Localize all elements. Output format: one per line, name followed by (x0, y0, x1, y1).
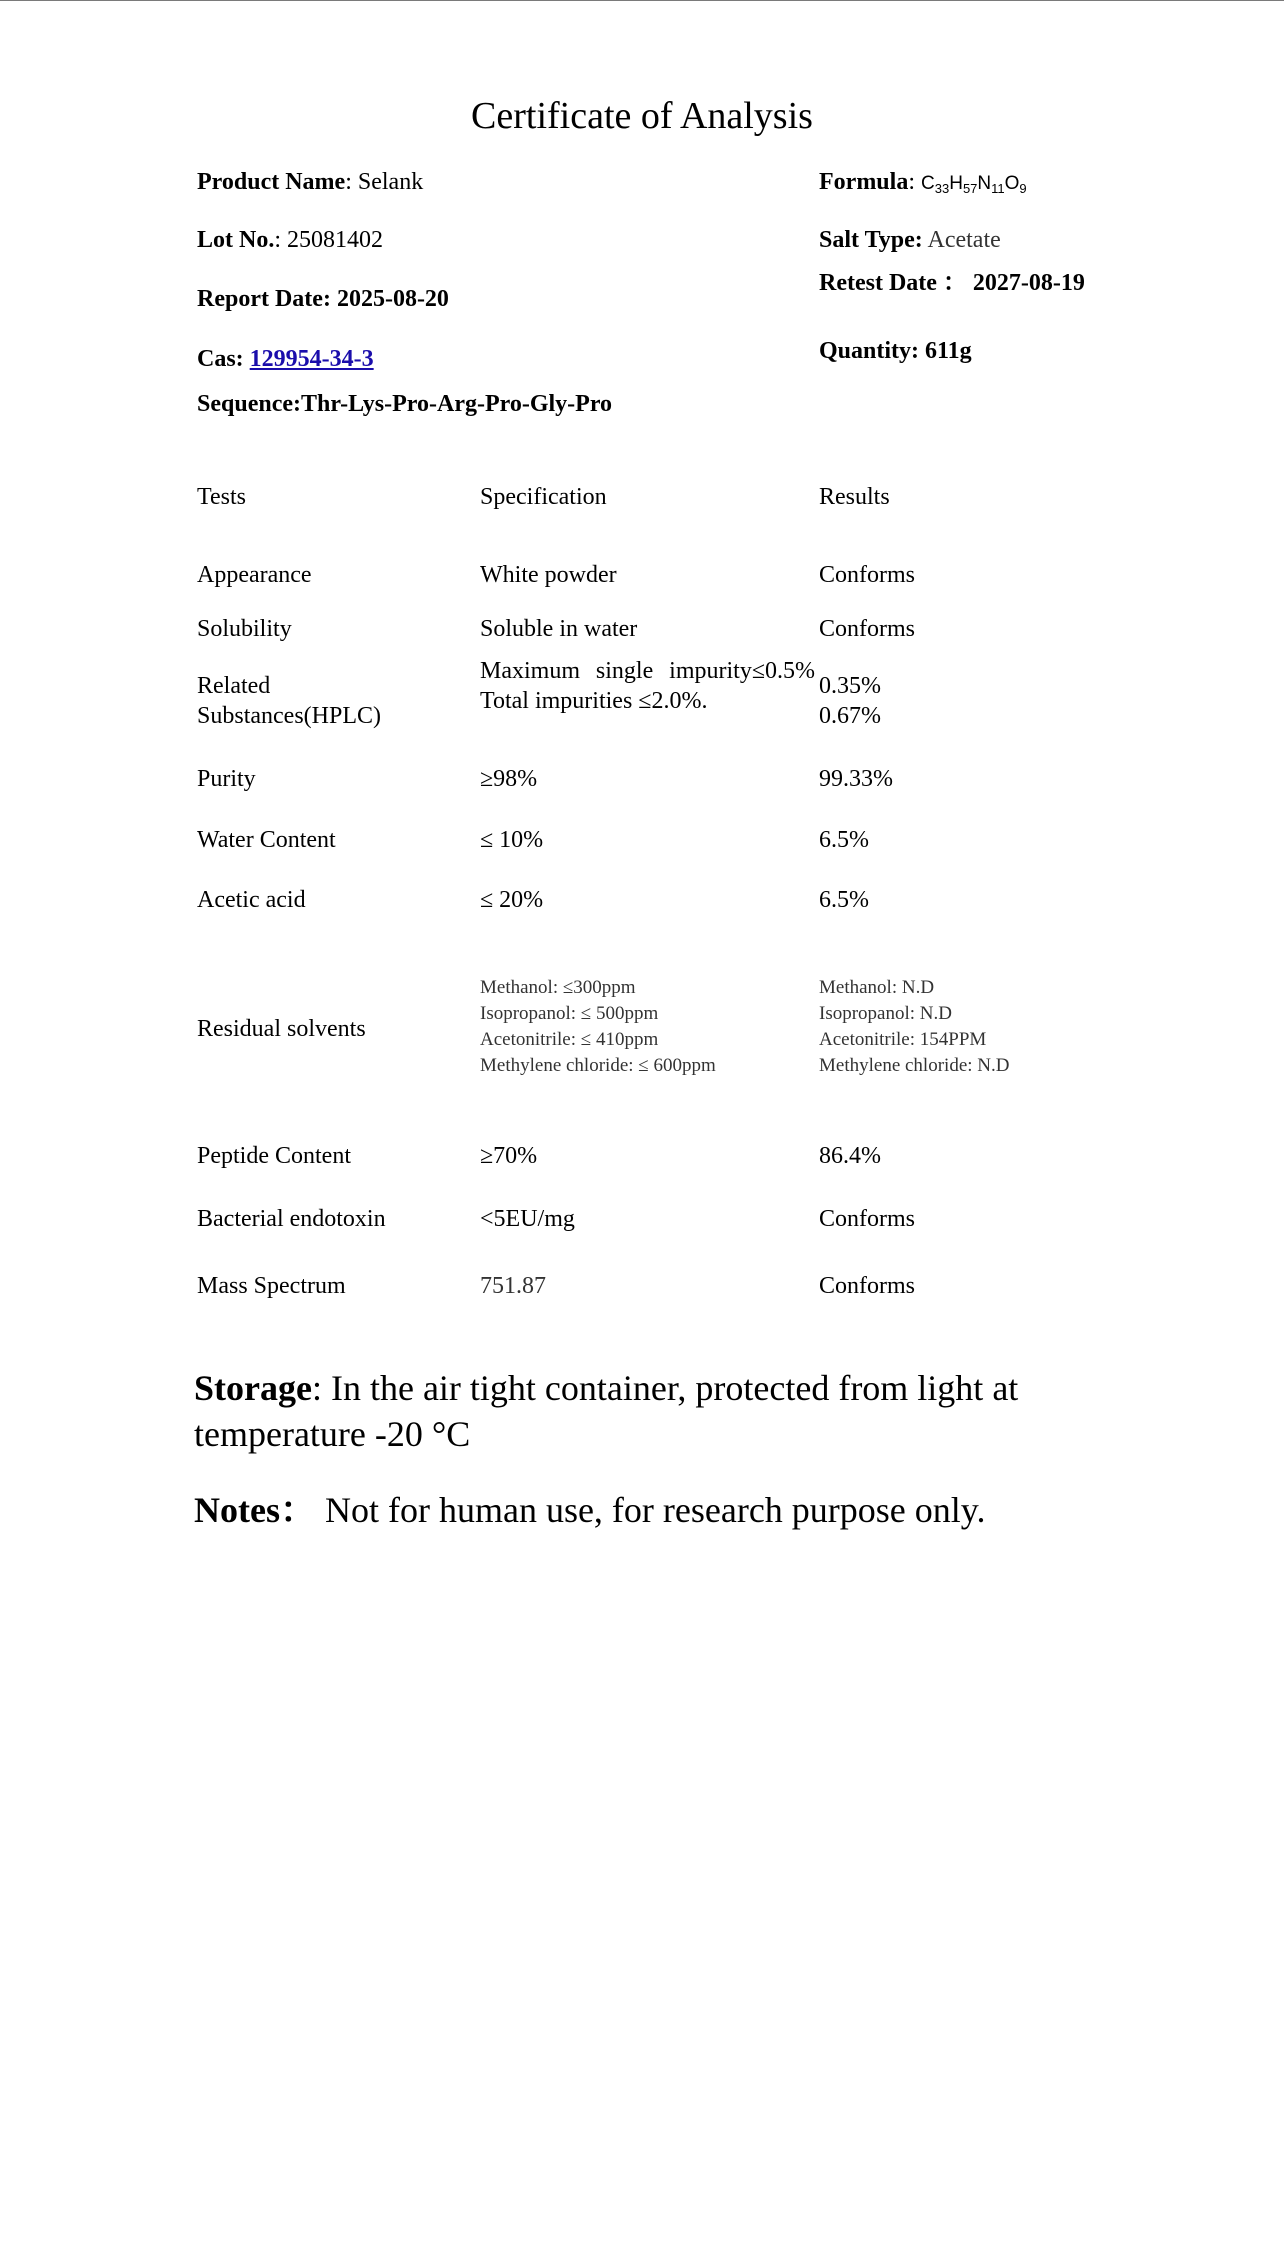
row-residual-spec (480, 975, 716, 1079)
row-related-spec-line2: Total impurities ≤2.0%. (480, 688, 708, 714)
residual-spec-acetonitrile: Acetonitrile: ≤ 410ppm (480, 1029, 659, 1050)
row-acetic-result: 6.5% (819, 887, 869, 913)
residual-result-methylene-chloride: Methylene chloride: N.D (819, 1055, 1010, 1076)
row-residual-result (819, 975, 1009, 1079)
residual-result-methanol: Methanol: N.D (819, 977, 935, 998)
cas-field (197, 344, 374, 374)
formula-field: Formula: $C_{33}H_{57}N_{11}O_9$ (819, 169, 1027, 196)
row-mass-result: Conforms (819, 1273, 915, 1299)
notes (194, 1487, 985, 1533)
row-appearance-test: Appearance (197, 562, 312, 588)
row-related-result-line1: 0.35% (819, 673, 881, 699)
formula-count-c: 33 (934, 181, 950, 196)
residual-spec-methanol: Methanol: ≤300ppm (480, 977, 636, 998)
row-peptide-spec: ≥70% (480, 1143, 538, 1169)
formula-count-h: 57 (962, 181, 978, 196)
row-related-result-line2: 0.67% (819, 703, 881, 729)
row-appearance-spec: White powder (480, 562, 617, 588)
storage-note (194, 1365, 1114, 1457)
formula-element-h: H (949, 173, 963, 194)
storage-text: : In the air tight container, protected from light at temperature -20 °C (194, 1368, 1019, 1454)
row-acetic-test: Acetic acid (197, 887, 306, 913)
row-solubility-spec: Soluble in water (480, 616, 638, 642)
row-acetic-spec: ≤ 20% (480, 887, 544, 913)
residual-spec-isopropanol: Isopropanol: ≤ 500ppm (480, 1003, 659, 1024)
salt-type-value: Acetate (927, 227, 1001, 253)
storage-label: Storage (194, 1368, 312, 1408)
row-water-spec: ≤ 10% (480, 827, 544, 853)
row-residual-test: Residual solvents (197, 1016, 366, 1042)
row-solubility-result: Conforms (819, 616, 915, 642)
row-water-test: Water Content (197, 827, 336, 853)
lot-number-value: 25081402 (287, 227, 384, 253)
page-title: Certificate of Analysis (471, 95, 813, 137)
formula-element-o: O (1004, 173, 1020, 194)
cas-label: Cas: (197, 346, 244, 372)
row-appearance-result: Conforms (819, 562, 915, 588)
row-water-result: 6.5% (819, 827, 869, 853)
notes-label: Notes： (194, 1490, 316, 1530)
row-related-spec-line1: Maximum single impurity≤0.5% (480, 658, 815, 684)
formula-element-n: N (977, 173, 992, 194)
row-purity-test: Purity (197, 766, 256, 792)
report-date: Report Date: 2025-08-20 (197, 286, 449, 312)
lot-number-label: Lot No. (197, 227, 275, 253)
row-endotoxin-result: Conforms (819, 1206, 915, 1232)
residual-result-isopropanol: Isopropanol: N.D (819, 1003, 952, 1024)
cas-number-link[interactable]: 129954-34-3 (249, 346, 374, 372)
header-specification: Specification (480, 484, 607, 510)
product-name-field: Product Name: Selank (197, 169, 424, 195)
row-related-test-line2: Substances(HPLC) (197, 703, 381, 729)
row-endotoxin-test: Bacterial endotoxin (197, 1206, 386, 1232)
header-tests: Tests (197, 484, 246, 510)
retest-date: Retest Date ： 2027-08-19 (819, 270, 1085, 296)
product-name-value: Selank (357, 169, 424, 195)
row-peptide-test: Peptide Content (197, 1143, 351, 1169)
row-solubility-test: Solubility (197, 616, 292, 642)
formula-count-o: 9 (1019, 181, 1027, 196)
formula-label: Formula (819, 169, 909, 195)
residual-result-acetonitrile: Acetonitrile: 154PPM (819, 1029, 987, 1050)
row-peptide-result: 86.4% (819, 1143, 881, 1169)
quantity: Quantity: 611g (819, 338, 972, 364)
row-related-test-line1: Related (197, 673, 271, 699)
formula-count-n: 11 (991, 181, 1005, 196)
residual-spec-methylene-chloride: Methylene chloride: ≤ 600ppm (480, 1055, 716, 1076)
formula-element-c: C (921, 173, 935, 194)
row-mass-spec: 751.87 (480, 1273, 546, 1299)
product-name-label: Product Name (197, 169, 346, 195)
row-purity-result: 99.33% (819, 766, 893, 792)
lot-number-field: Lot No.: 25081402 (197, 227, 384, 253)
row-endotoxin-spec: <5EU/mg (480, 1206, 575, 1232)
formula-value (921, 173, 1027, 194)
salt-type-field (819, 225, 1001, 255)
top-border-line (0, 0, 1284, 1)
notes-text: Not for human use, for research purpose only. (315, 1490, 986, 1530)
header-results: Results (819, 484, 890, 510)
row-mass-test: Mass Spectrum (197, 1273, 346, 1299)
sequence: Sequence:Thr-Lys-Pro-Arg-Pro-Gly-Pro (197, 391, 613, 417)
salt-type-label: Salt Type: (819, 227, 923, 253)
row-related-spec (480, 656, 815, 716)
row-purity-spec: ≥98% (480, 766, 538, 792)
